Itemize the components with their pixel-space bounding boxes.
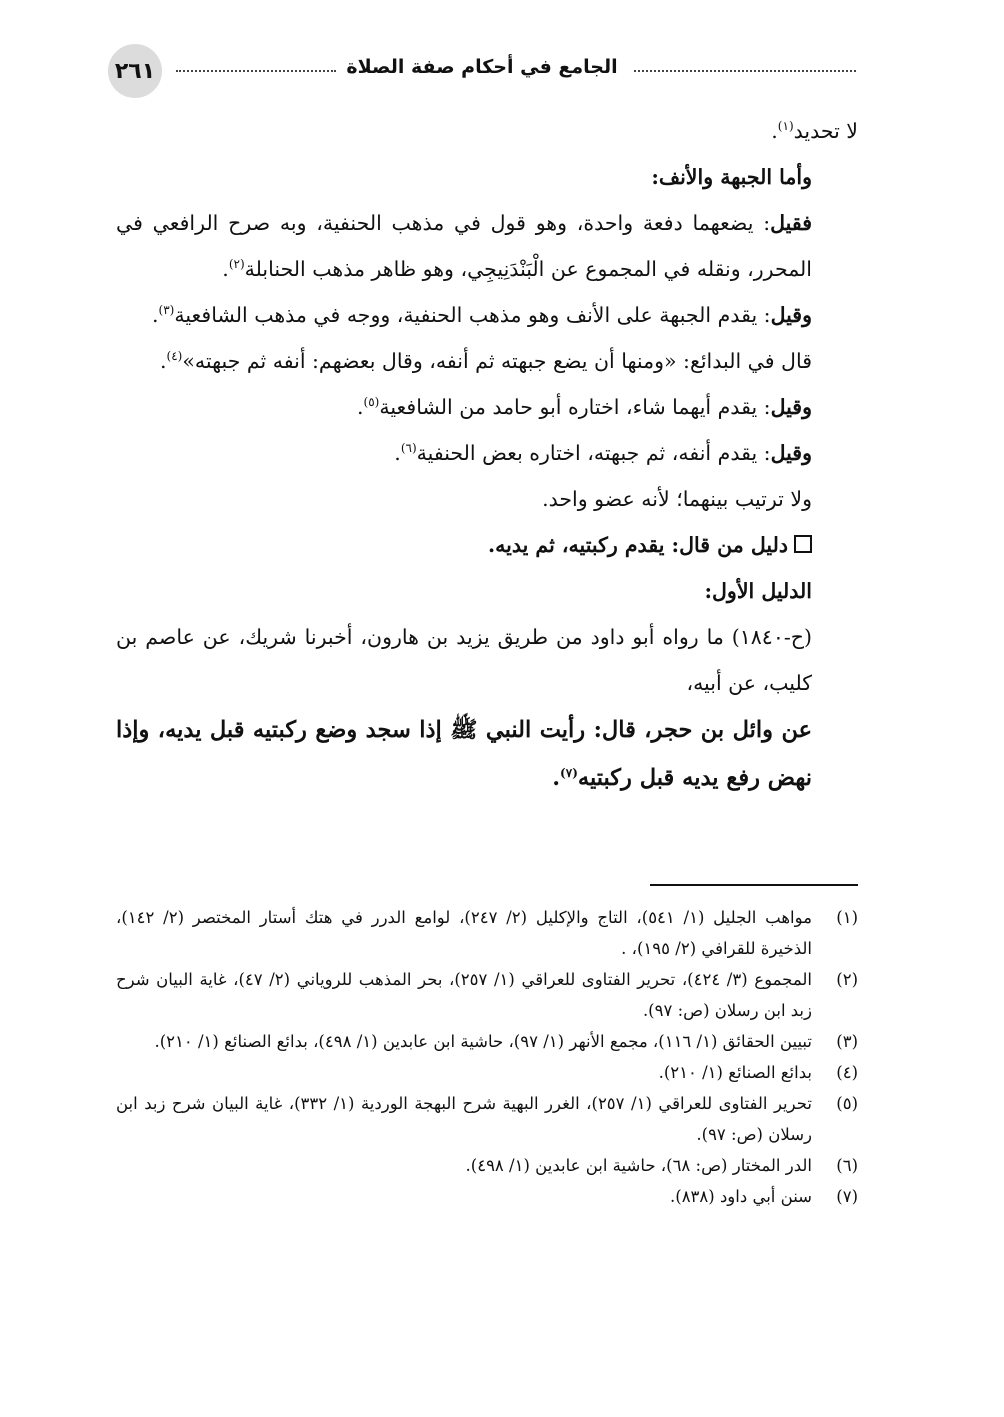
page-number: ٢٦١ [108,44,162,98]
evidence-heading [116,522,858,568]
header-dotted-rule [176,70,336,72]
footnote [116,964,858,1026]
paragraph: ولا ترتيب بينهما؛ لأنه عضو واحد. [542,487,812,511]
footnote-text: الدر المختار (ص: ٦٨)، حاشية ابن عابدين (١/ ٤٩٨). [465,1156,812,1175]
paragraph [116,338,858,384]
footnote-ref: (٤) [166,349,183,363]
text-run: دليل من قال: يقدم ركبتيه، ثم يديه. [487,533,788,557]
square-bullet-icon [794,535,812,553]
paragraph [116,384,858,430]
footnote-number: (٢) [836,970,858,989]
header-dotted-rule [634,70,856,72]
main-text [116,108,858,802]
paragraph [116,430,858,476]
footnote-number: (٣) [836,1032,858,1051]
subsection-heading: الدليل الأول: [704,579,812,603]
text-run: . [771,119,778,143]
text-run: عن وائل بن حجر، قال: رأيت النبي ﷺ إذا سجد وضع ركبتيه قبل يديه، وإذا نهض رفع يديه قبل ركبتيه [116,717,812,791]
footnote-ref: (١) [777,119,794,133]
text-run: لا تحديد [793,119,858,143]
footnote-separator [650,884,858,886]
running-title: الجامع في أحكام صفة الصلاة [346,56,618,78]
text-run: : يضعهما دفعة واحدة، وهو قول في مذهب الحنفية، وبه صرح الرافعي في المحرر، ونقله في المجموع عن الْبَنْدَنِيجِي، وهو ظاهر مذهب الحنابلة [116,211,812,281]
footnote [116,1026,858,1057]
paragraph [116,292,858,338]
hadith-text [116,706,858,802]
footnote-number: (٥) [836,1094,858,1113]
text-run: : يقدم أيهما شاء، اختاره أبو حامد من الشافعية [379,395,771,419]
footnote-number: (٧) [836,1187,858,1206]
page-header [108,44,858,98]
text-run: . [552,765,561,791]
footnote-text: تبيين الحقائق (١/ ١١٦)، مجمع الأنهر (١/ ٩٧)، حاشية ابن عابدين (١/ ٤٩٨)، بدائع الصنائع (١/ ٢١٠). [154,1032,812,1051]
text-run: . [357,395,364,419]
footnote-ref: (٢) [228,257,245,271]
footnote [116,1181,858,1212]
text-run: . [152,303,159,327]
footnote [116,902,858,964]
text-run: : يقدم الجبهة على الأنف وهو مذهب الحنفية، ووجه في مذهب الشافعية [174,303,771,327]
paragraph: (ح-١٨٤٠) ما رواه أبو داود من طريق يزيد بن هارون، أخبرنا شريك، عن عاصم بن كليب، عن أبيه، [116,625,812,695]
footnote-text: مواهب الجليل (١/ ٥٤١)، التاج والإكليل (٢/ ٢٤٧)، لوامع الدرر في هتك أستار المختصر (٢/ ١٤٢)، الذخيرة للقرافي (٢/ ١٩٥)، . [116,908,812,958]
paragraph [116,108,858,154]
footnote-ref: (٦) [400,441,417,455]
lead-word: وقيل [770,441,812,465]
footnote-text: سنن أبي داود (٨٣٨). [670,1187,812,1206]
text-run: . [394,441,401,465]
text-run: قال في البدائع: «ومنها أن يضع جبهته ثم أنفه، وقال بعضهم: أنفه ثم جبهته» [182,349,812,373]
lead-word: فقيل [770,211,812,235]
lead-word: وقيل [770,395,812,419]
footnote-number: (١) [836,908,858,927]
lead-word: وقيل [770,303,812,327]
text-run: . [222,257,229,281]
text-run: . [159,349,167,373]
footnote-text: بدائع الصنائع (١/ ٢١٠). [658,1063,812,1082]
footnote-number: (٤) [836,1063,858,1082]
footnote-text: المجموع (٣/ ٤٢٤)، تحرير الفتاوى للعراقي (١/ ٢٥٧)، بحر المذهب للروياني (٢/ ٤٧)، غاية البيان شرح زبد ابن رسلان (ص: ٩٧). [116,970,812,1020]
footnote [116,1088,858,1150]
footnote-text: تحرير الفتاوى للعراقي (١/ ٢٥٧)، الغرر البهية شرح البهجة الوردية (١/ ٣٣٢)، غاية البيان شرح زبد ابن رسلان (ص: ٩٧). [116,1094,812,1144]
footnotes [116,902,858,1212]
footnote-ref: (٧) [560,766,578,780]
footnote-ref: (٣) [158,303,175,317]
footnote-ref: (٥) [363,395,380,409]
footnote-number: (٦) [836,1156,858,1175]
section-heading: وأما الجبهة والأنف: [651,165,812,189]
footnote [116,1057,858,1088]
text-run: : يقدم أنفه، ثم جبهته، اختاره بعض الحنفية [416,441,771,465]
paragraph [116,200,858,292]
footnote [116,1150,858,1181]
